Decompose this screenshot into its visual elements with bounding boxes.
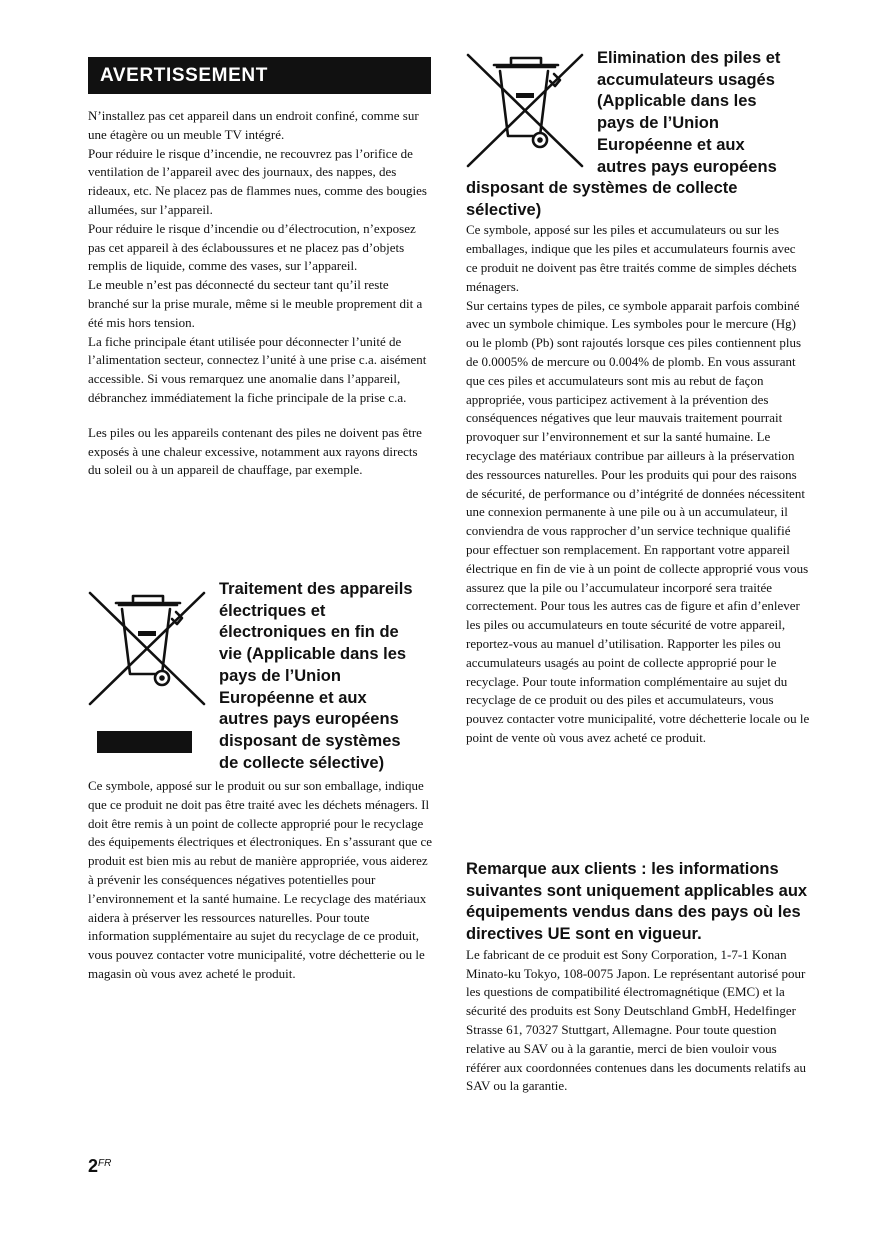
weee-body-section [88, 777, 432, 984]
warning-banner: AVERTISSEMENT [88, 57, 431, 94]
warning-paragraph: La fiche principale étant utilisée pour déconnecter l’unité de l’alimentation secteur, connectez l’unité à une prise c.a. aisément accessible. Si vous remarquez une anomalie dans l’appareil, débranchez immédiatement la fiche principale de la prise c.a. [88, 333, 427, 405]
battery-heading-line: autres pays européens [597, 157, 777, 176]
battery-heading-line: (Applicable dans les [597, 92, 757, 111]
separator-bar [97, 731, 192, 753]
battery-heading-line: sélective) [466, 200, 542, 219]
weee-heading-line: Européenne et aux [219, 688, 367, 707]
warning-paragraph: N’installez pas cet appareil dans un endroit confiné, comme sur une étagère ou un meuble TV intégré. [88, 108, 419, 142]
eu-notice-heading: Remarque aux clients : les informations suivantes sont uniquement applicables aux équipements vendus dans des pays où les directives UE sont en vigueur. [466, 860, 808, 944]
battery-heading-line: accumulateurs usagés [597, 70, 775, 89]
crossed-bin-icon [466, 52, 586, 170]
weee-heading-line: de collecte sélective) [219, 753, 385, 772]
battery-heading-line: Européenne et aux [597, 135, 745, 154]
battery-heat-warning: Les piles ou les appareils contenant des piles ne doivent pas être exposés à une chaleur excessive, notamment aux rayons directs du soleil ou à un appareil de chauffage, par exemple. [88, 424, 422, 478]
weee-heading-line: Traitement des appareils [219, 580, 413, 598]
battery-heading-line: Elimination des piles et [597, 49, 781, 67]
battery-section [466, 178, 810, 748]
warnings-section [88, 107, 432, 480]
weee-heading-line: électriques et [219, 601, 326, 620]
weee-heading-line: vie (Applicable dans les [219, 645, 407, 664]
page-language-code: FR [98, 1158, 112, 1169]
warning-paragraph: Le meuble n’est pas déconnecté du secteur tant qu’il reste branché sur la prise murale, même si le meuble proprement dit a été mis hors tension. [88, 277, 423, 330]
crossed-bin-icon [88, 590, 208, 708]
weee-heading-line: autres pays européens [219, 710, 399, 729]
weee-heading [219, 579, 434, 774]
eu-notice-body: Le fabricant de ce produit est Sony Corporation, 1-7-1 Konan Minato-ku Tokyo, 108-0075 Japon. Le représentant autorisé pour les questions de compatibilité électromagnétique (EMC) et la sécurité des produits est Sony Deutschland GmbH, Hedelfinger Strasse 61, 70327 Stuttgart, Allemagne. Pour toute question relative au SAV ou à la garantie, merci de bien vouloir vous référer aux coordonnées contenues dans les documents relatifs au SAV ou la garantie. [466, 946, 807, 1094]
weee-heading-line: disposant de systèmes [219, 731, 401, 750]
battery-heading-line: disposant de systèmes de collecte [466, 179, 738, 197]
weee-body: Ce symbole, apposé sur le produit ou sur son emballage, indique que ce produit ne doit pas être traité avec les déchets ménagers. Il doit être remis à un point de collecte approprié pour le recyclage des équipements électriques et électroniques. En s’assurant que ce produit est bien mis au rebut de manière appropriée, vous aiderez à prévenir les conséquences négatives potentielles pour l’environnement et la santé humaine. Le recyclage des matériaux aidera à préserver les ressources naturelles. Pour toute information supplémentaire au sujet du recyclage de ce produit, vous pouvez contacter votre municipalité, votre déchetterie ou le magasin où vous avez acheté le produit. [88, 778, 433, 981]
page-number [88, 1156, 111, 1177]
weee-heading-line: pays de l’Union [219, 666, 341, 685]
weee-heading-line: électroniques en fin de [219, 623, 399, 642]
battery-paragraph: Ce symbole, apposé sur les piles et accumulateurs ou sur les emballages, indique que les piles et accumulateurs fournis avec ce produit ne doivent pas être traités comme de simples déchets ménagers. [466, 222, 797, 294]
eu-notice-section [466, 859, 810, 1096]
warning-paragraph: Pour réduire le risque d’incendie ou d’électrocution, n’exposez pas cet appareil à des éclaboussures et ne placez pas d’objets remplis de liquide, comme des vases, sur l’appareil. [88, 220, 416, 274]
battery-paragraph: Sur certains types de piles, ce symbole apparait parfois combiné avec un symbole chimique. Les symboles pour le mercure (Hg) ou le plomb (Pb) sont rajoutés lorsque ces piles contiennent plus de 0.0005% de mercure ou 0.004% de plomb. En vous assurant que ces piles et accumulateurs sont mis au rebut de façon appropriée, vous participez activement à la prévention des conséquences négatives que leur mauvais traitement pourrait provoquer sur l’environnement et sur la santé humaine. Le recyclage des matériaux contribue par ailleurs à la préservation des ressources naturelles. Pour les produits qui pour des raisons de sécurité, de performance ou d’intégrité de données nécessitent une connexion permanente à une pile ou à un accumulateur, il conviendra de vous rapprocher d’un service technique qualifié pour effectuer son remplacement. En rapportant votre appareil électrique en fin de vie à un point de collecte approprié vous vous assurez que la pile ou l’accumulateur incorporé sera traitée correctement. Pour tous les autres cas de figure et afin d’enlever les piles ou accumulateurs en toute sécurité de votre appareil, reportez-vous au manuel d’utilisation. Rapporter les piles ou accumulateurs usagés au point de collecte approprié pour le recyclage. Pour toute information complémentaire au sujet du recyclage de ce produit ou des piles et accumulateurs, vous pouvez contacter votre municipalité, votre déchetterie locale ou le point de vente où vous avez acheté ce produit. [466, 297, 810, 745]
page-number-value: 2 [88, 1156, 99, 1176]
battery-heading-line: pays de l’Union [597, 114, 719, 133]
warning-paragraph: Pour réduire le risque d’incendie, ne recouvrez pas l’orifice de ventilation de l’appareil avec des journaux, des nappes, des rideaux, etc. Ne placez pas de flammes nues, comme des bougies allumées, sur l’appareil. [88, 145, 427, 217]
battery-heading [597, 48, 837, 178]
